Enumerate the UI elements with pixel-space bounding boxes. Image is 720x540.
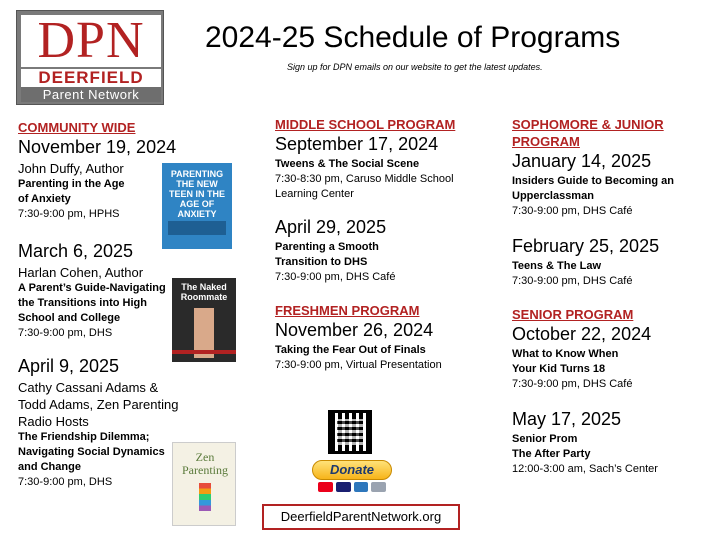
event-author — [18, 379, 218, 430]
event-title-line: The Friendship Dilemma; — [18, 431, 150, 443]
section-heading-community-wide: COMMUNITY WIDE — [18, 120, 136, 135]
event-date: April 29, 2025 — [275, 217, 387, 237]
event-title-line: Parenting in the Age — [18, 178, 125, 190]
event-details: 7:30-9:00 pm, DHS — [18, 476, 113, 488]
event-title-line: Upperclassman — [512, 190, 594, 202]
section-heading-sophomore-junior — [512, 116, 712, 150]
page-title: 2024-25 Schedule of Programs — [205, 21, 621, 54]
mastercard-icon — [318, 482, 333, 492]
event-date: October 22, 2024 — [512, 324, 652, 344]
event-date: September 17, 2024 — [275, 134, 439, 154]
logo-deerfield-text: DEERFIELD — [21, 69, 161, 87]
event-title-line: What to Know When — [512, 348, 619, 360]
event-details-line: 7:30-8:30 pm, Caruso Middle School — [275, 173, 454, 185]
payment-cards — [318, 482, 386, 492]
dpn-logo — [16, 10, 164, 105]
section-heading-line: PROGRAM — [512, 134, 580, 149]
event-title-line: School and College — [18, 312, 121, 324]
event-title-line: Senior Prom — [512, 433, 578, 445]
event-details: 7:30-9:00 pm, DHS Café — [512, 378, 633, 390]
bank-card-icon — [371, 482, 386, 492]
event-title-line: and Change — [18, 461, 81, 473]
event-title-line: Transition to DHS — [275, 256, 368, 268]
website-link[interactable]: DeerfieldParentNetwork.org — [262, 504, 460, 530]
event-title: Tweens & The Social Scene — [275, 158, 420, 170]
event-title — [275, 240, 490, 270]
event-details: 7:30-9:00 pm, DHS — [18, 327, 113, 339]
event-title: Teens & The Law — [512, 260, 602, 272]
event-author-line: Todd Adams, Zen Parenting — [18, 397, 179, 412]
qr-code[interactable] — [328, 410, 372, 454]
event-author-line: Cathy Cassani Adams & — [18, 380, 159, 395]
event-details — [275, 172, 490, 202]
book-title: Zen Parenting — [182, 450, 228, 477]
event-title-line: Navigating Social Dynamics — [18, 446, 165, 458]
event-details-line: Learning Center — [275, 188, 354, 200]
upperclass-column — [512, 116, 712, 477]
event-title-line: Your Kid Turns 18 — [512, 363, 606, 375]
event-title — [512, 174, 712, 204]
event-title — [512, 432, 712, 462]
event-date: November 26, 2024 — [275, 320, 434, 340]
event-date: April 9, 2025 — [18, 356, 120, 376]
book-title: The Naked Roommate — [180, 282, 228, 302]
logo-parent-network-text: Parent Network — [42, 87, 140, 102]
event-details: 7:30-9:00 pm, DHS Café — [512, 275, 633, 287]
visa-icon — [336, 482, 351, 492]
logo-top-panel — [21, 12, 161, 69]
book-title: PARENTING THE NEW TEEN IN THE AGE OF ANXIETY — [168, 169, 225, 219]
event-date: March 6, 2025 — [18, 241, 134, 261]
event-title-line: The After Party — [512, 448, 591, 460]
book-band — [168, 221, 226, 235]
event-author: Harlan Cohen, Author — [18, 265, 144, 280]
event-title-line: the Transitions into High — [18, 297, 147, 309]
event-date: January 14, 2025 — [512, 151, 652, 171]
middle-freshmen-column — [275, 116, 490, 373]
event-details: 7:30-9:00 pm, DHS Café — [275, 271, 396, 283]
book-cover-naked-roommate — [172, 278, 236, 362]
event-date: November 19, 2024 — [18, 137, 177, 157]
logo-dpn-text: DPN — [37, 12, 145, 69]
section-heading-senior: SENIOR PROGRAM — [512, 307, 634, 322]
event-details: 7:30-9:00 pm, HPHS — [18, 208, 120, 220]
event-title — [512, 347, 712, 377]
event-author: John Duffy, Author — [18, 161, 124, 176]
page-subtitle: Sign up for DPN emails on our website to get the latest updates. — [287, 62, 543, 72]
event-author-line: Radio Hosts — [18, 414, 89, 429]
section-heading-line: SOPHOMORE & JUNIOR — [512, 117, 664, 132]
donate-button[interactable]: Donate — [312, 460, 392, 480]
amex-icon — [354, 482, 369, 492]
book-cover-zen-parenting — [172, 442, 236, 526]
event-date: May 17, 2025 — [512, 409, 622, 429]
event-details: 12:00-3:00 am, Sach’s Center — [512, 463, 658, 475]
event-title: Taking the Fear Out of Finals — [275, 344, 426, 356]
event-details: 7:30-9:00 pm, DHS Café — [512, 205, 633, 217]
event-date: February 25, 2025 — [512, 236, 660, 256]
book-cover-new-teen-anxiety — [162, 163, 232, 249]
event-details: 7:30-9:00 pm, Virtual Presentation — [275, 359, 442, 371]
event-title-line: Parenting a Smooth — [275, 241, 379, 253]
book-stripe — [172, 350, 236, 354]
event-title-line: of Anxiety — [18, 193, 71, 205]
section-heading-freshmen: FRESHMEN PROGRAM — [275, 303, 420, 318]
section-heading-middle-school: MIDDLE SCHOOL PROGRAM — [275, 117, 456, 132]
event-title-line: A Parent’s Guide-Navigating — [18, 282, 166, 294]
book-illustration — [199, 483, 211, 511]
event-title-line: Insiders Guide to Becoming an — [512, 175, 674, 187]
